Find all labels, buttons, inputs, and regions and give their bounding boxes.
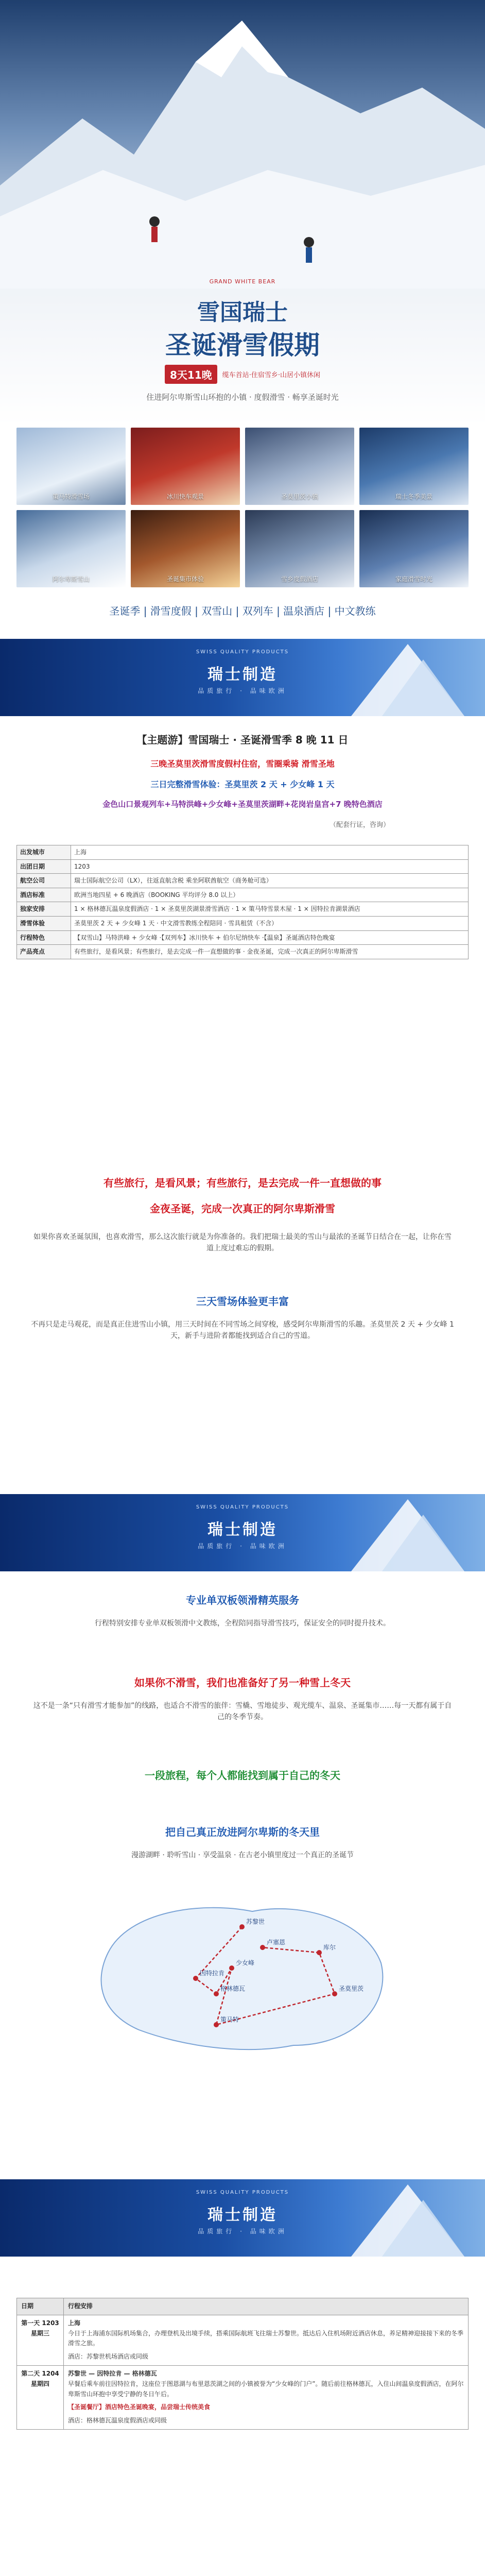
photo-tile [131, 428, 240, 505]
photo-tile [245, 510, 354, 587]
day-body: 早餐后乘车前往因特拉肯，这座位于图恩湖与布里恩茨湖之间的小镇被誉为“少女峰的门户”。随后前往格林德瓦，入住山间温泉度假酒店，在阿尔卑斯雪山环抱中享受宁静的冬日午后。 [68, 2380, 464, 2398]
info-key: 行程特色 [17, 930, 71, 945]
brand-logo: GRAND WHITE BEAR [209, 278, 276, 285]
section2-heading1: 专业单双板领滑精英服务 [186, 1594, 299, 1606]
day-hotel: 酒店：格林德瓦温泉度假酒店或同级 [68, 2417, 167, 2425]
product-title: 【主题游】雪国瑞士 · 圣诞滑雪季 8 晚 11 日 [136, 734, 349, 746]
photo-tile [16, 428, 126, 505]
banner-subtitle: 品质旅行 · 品味欧洲 [198, 2228, 287, 2235]
banner-subtitle: 品质旅行 · 品味欧洲 [198, 1543, 287, 1550]
feature-line: 圣诞季 | 滑雪度假 | 双雪山 | 双列车 | 温泉酒店 | 中文教练 [109, 605, 376, 617]
section1-para1: 如果你喜欢圣诞氛围，也喜欢滑雪，那么这次旅行就是为你准备的。我们把瑞士最美的雪山与最浓的圣诞节日结合在一起，让你在雪道上度过难忘的假期。 [33, 1233, 452, 1253]
banner [0, 639, 485, 716]
table-row [17, 916, 469, 930]
section1-heading2: 金夜圣诞，完成一次真正的阿尔卑斯滑雪 [150, 1202, 335, 1215]
photo-tile [359, 510, 469, 587]
info-value: 【双雪山】马特洪峰 + 少女峰 ·【双列车】冰川快车 + 伯尔尼纳快车 ·【温泉】圣诞酒店特色晚宴 [71, 930, 469, 945]
map-city-marker [193, 1976, 198, 1981]
section2-para1: 行程特别安排专业单双板领滑中文教练，全程陪同指导滑雪技巧，保证安全的同时提升技术。 [95, 1619, 390, 1628]
info-value: 瑞士国际航空公司（LX），往返直航含税 乘坐阿联酋航空（商务舱可选） [71, 874, 469, 888]
table-row [17, 2365, 469, 2429]
table-row [17, 902, 469, 917]
days-badge: 8天11晚 [165, 365, 217, 384]
map-city-label: 格林德瓦 [220, 1985, 246, 1992]
days-row [0, 365, 485, 384]
banner-small: SWISS QUALITY PRODUCTS [196, 649, 289, 655]
section1-heading3: 三天雪场体验更丰富 [196, 1295, 289, 1308]
itinerary-table [16, 2298, 469, 2430]
photo-tile [16, 510, 126, 587]
map-city-marker [229, 1965, 234, 1971]
table-row [17, 874, 469, 888]
map-city-label: 库尔 [323, 1944, 336, 1951]
map-city-label: 因特拉肯 [200, 1970, 225, 1977]
itinerary-header-date: 日期 [17, 2298, 64, 2315]
info-value: 1 × 格林德瓦温泉度假酒店 · 1 × 圣莫里茨湖景滑雪酒店 · 1 × 策马特雪景木屋 · 1 × 因特拉肯湖景酒店 [71, 902, 469, 917]
itinerary-header-plan: 行程安排 [64, 2298, 469, 2315]
photo-caption: 阿尔卑斯雪山 [52, 575, 90, 583]
info-table [16, 845, 469, 959]
day-label: 第二天 1204 星期四 [17, 2365, 64, 2429]
info-value: 欧洲当地四星 + 6 晚酒店（BOOKING 平均评分 8.0 以上） [71, 888, 469, 902]
hero-section [0, 0, 485, 608]
info-key: 出团日期 [17, 859, 71, 874]
info-key: 独家安排 [17, 902, 71, 917]
photo-tile [131, 510, 240, 587]
mountain-illustration [0, 0, 485, 289]
banner [0, 2179, 485, 2257]
title-note: （配套行证，咨询） [330, 821, 390, 829]
route-map [88, 1891, 396, 2061]
table-row [17, 2315, 469, 2365]
photo-caption: 瑞士冬季美景 [395, 493, 432, 500]
section2-para2: 这不是一条“只有滑雪才能参加”的线路，也适合不滑雪的旅伴：雪橇、雪地徒步、观光缆车、温泉、圣诞集市……每一天都有属于自己的冬季节奏。 [33, 1702, 452, 1722]
map-city-label: 圣莫里茨 [339, 1985, 364, 1992]
photo-caption: 圣莫里茨小镇 [281, 493, 318, 500]
day-content [64, 2315, 469, 2365]
day-highlight: 【圣诞餐厅】酒店特色圣诞晚宴，品尝瑞士传统美食 [68, 2403, 211, 2411]
info-value: 有些旅行，是看风景；有些旅行，是去完成一件一直想做的事 · 金夜圣诞，完成一次真正的阿尔卑斯滑雪 [71, 945, 469, 959]
banner [0, 1494, 485, 1571]
table-row [17, 945, 469, 959]
photo-caption: 雪乡度假酒店 [281, 575, 318, 583]
map-city-label: 卢塞恩 [267, 1939, 286, 1946]
title-line1: 三晚圣莫里茨滑雪度假村住宿，雪圈乘骑 滑雪圣地 [150, 759, 335, 769]
map-city-marker [332, 1991, 337, 1996]
hero-title-line1: 雪国瑞士 [197, 299, 288, 326]
photo-tile [245, 428, 354, 505]
map-city-marker [317, 1950, 322, 1955]
section2-heading4: 把自己真正放进阿尔卑斯的冬天里 [165, 1826, 320, 1838]
info-key: 产品亮点 [17, 945, 71, 959]
day-content [64, 2365, 469, 2429]
banner-small: SWISS QUALITY PRODUCTS [196, 1504, 289, 1510]
section1-heading1: 有些旅行，是看风景；有些旅行，是去完成一件一直想做的事 [103, 1177, 382, 1189]
banner-small: SWISS QUALITY PRODUCTS [196, 2190, 289, 2195]
map-city-marker [214, 1991, 219, 1996]
info-value: 上海 [71, 845, 469, 860]
section2-heading3: 一段旅程，每个人都能找到属于自己的冬天 [145, 1769, 340, 1782]
table-row [17, 888, 469, 902]
banner-title: 瑞士制造 [207, 1521, 278, 1539]
banner-subtitle: 品质旅行 · 品味欧洲 [198, 687, 287, 694]
photo-caption: 冰川快车观景 [166, 493, 204, 500]
photo-tile [359, 428, 469, 505]
photo-caption: 家庭滑雪时光 [395, 575, 432, 583]
day-route: 苏黎世 — 因特拉肯 — 格林德瓦 [68, 2369, 157, 2377]
section2-para3: 漫游湖畔 · 聆听雪山 · 享受温泉 · 在古老小镇里度过一个真正的圣诞节 [131, 1851, 354, 1859]
table-row [17, 845, 469, 860]
info-key: 航空公司 [17, 874, 71, 888]
banner-mountain-icon [351, 2179, 464, 2257]
map-city-label: 策马特 [220, 2016, 239, 2023]
day-label: 第一天 1203 星期三 [17, 2315, 64, 2365]
hero-title-line2: 圣诞滑雪假期 [165, 330, 320, 360]
day-route: 上海 [68, 2319, 81, 2327]
title-line2: 三日完整滑雪体验：圣莫里茨 2 天 + 少女峰 1 天 [150, 779, 335, 789]
map-city-marker [260, 1945, 265, 1950]
title-line3: 金色山口景观列车+马特洪峰+少女峰+圣莫里茨湖畔+花岗岩皇宫+7 晚特色酒店 [102, 800, 383, 809]
info-key: 滑雪体验 [17, 916, 71, 930]
map-city-marker [239, 1924, 245, 1929]
photo-grid [16, 428, 469, 587]
days-subtitle: 缆车首站·住宿雪乡·山居小镇休闲 [222, 371, 320, 379]
info-key: 出发城市 [17, 845, 71, 860]
map-city-marker [214, 2022, 219, 2027]
map-city-label: 苏黎世 [246, 1918, 265, 1925]
map-city-label: 少女峰 [236, 1959, 255, 1967]
day-body: 今日于上海浦东国际机场集合，办理登机及出境手续，搭乘国际航班飞往瑞士苏黎世。抵达后入住机场附近酒店休息，养足精神迎接接下来的冬季滑雪之旅。 [68, 2329, 464, 2347]
section1-para2: 不再只是走马观花，而是真正住进雪山小镇，用三天时间在不同雪场之间穿梭，感受阿尔卑斯滑雪的乐趣。圣莫里茨 2 天 + 少女峰 1 天，新手与进阶者都能找到适合自己的雪道。 [31, 1320, 454, 1341]
banner-mountain-icon [351, 1494, 464, 1571]
table-row [17, 859, 469, 874]
hero-tagline: 住进阿尔卑斯雪山环抱的小镇 · 度假滑雪 · 畅享圣诞时光 [146, 393, 339, 402]
photo-caption: 策马特滑雪场 [52, 493, 90, 500]
banner-mountain-icon [351, 639, 464, 716]
day-hotel: 酒店：苏黎世机场酒店或同级 [68, 2353, 149, 2361]
table-row [17, 930, 469, 945]
banner-title: 瑞士制造 [207, 2206, 278, 2224]
info-value: 1203 [71, 859, 469, 874]
info-key: 酒店标准 [17, 888, 71, 902]
section2-heading2: 如果你不滑雪，我们也准备好了另一种雪上冬天 [134, 1676, 351, 1689]
photo-caption: 圣诞集市体验 [166, 575, 204, 583]
info-value: 圣莫里茨 2 天 + 少女峰 1 天 · 中文滑雪教练全程陪同 · 雪具租赁（不含） [71, 916, 469, 930]
banner-title: 瑞士制造 [207, 666, 278, 684]
